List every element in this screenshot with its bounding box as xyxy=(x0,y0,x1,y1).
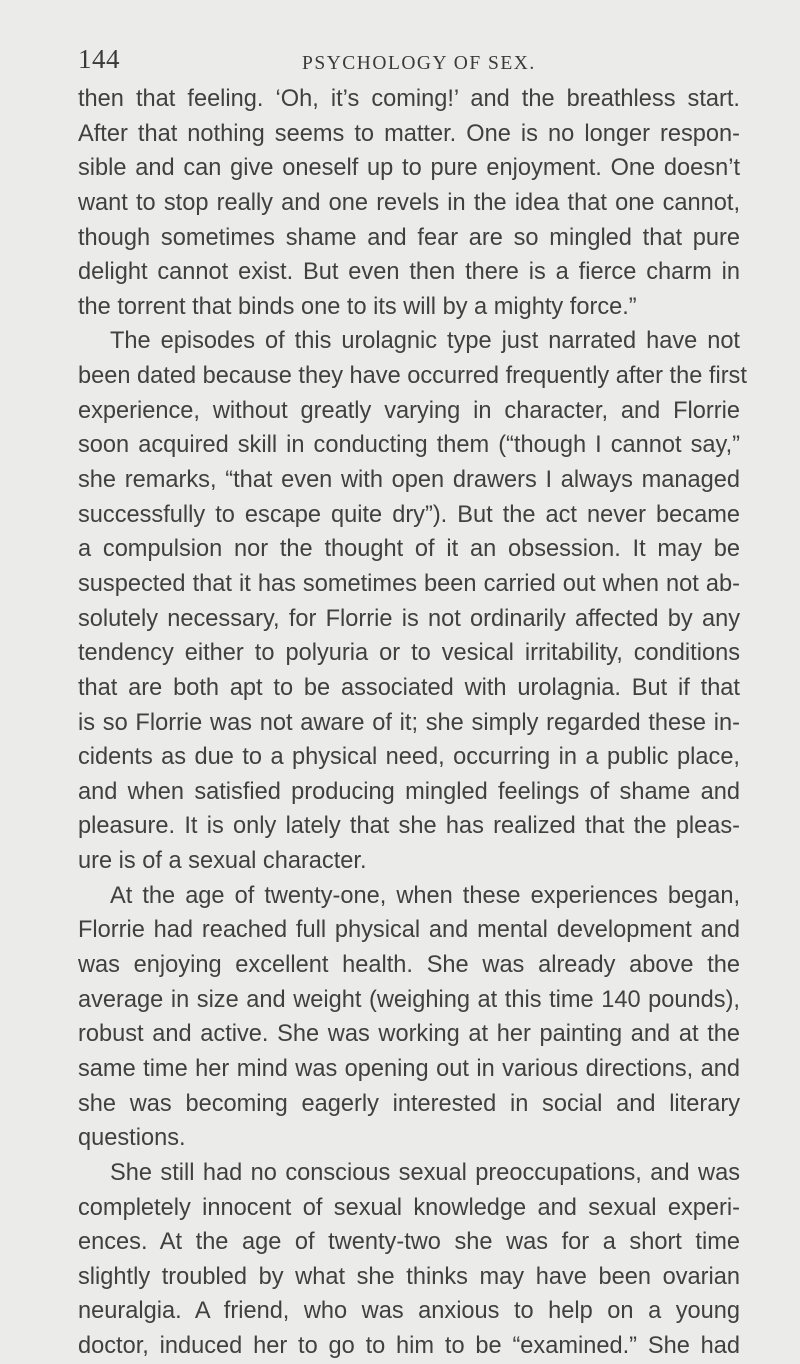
text-line: was enjoying excellent health. She was already above the xyxy=(78,952,740,979)
text-line: soon acquired skill in conducting them (“though I cannot say,” xyxy=(78,432,740,459)
page-header xyxy=(78,44,738,84)
paragraph xyxy=(78,82,740,324)
text-line: neuralgia. A friend, who was anxious to help on a young xyxy=(78,1298,740,1325)
paragraph xyxy=(78,879,740,1156)
text-line: want to stop really and one revels in the idea that one cannot, xyxy=(78,189,740,216)
text-line: tendency either to polyuria or to vesical irritability, conditions xyxy=(78,640,740,667)
text-line: successfully to escape quite dry”). But the act never became xyxy=(78,501,740,528)
text-line: ences. At the age of twenty-two she was for a short time xyxy=(78,1229,740,1256)
text-line: sible and can give oneself up to pure enjoyment. One doesn’t xyxy=(78,155,740,182)
text-line: suspected that it has sometimes been carried out when not ab- xyxy=(78,570,740,597)
text-line: been dated because they have occurred frequently after the first xyxy=(78,363,747,390)
text-line: experience, without greatly varying in character, and Florrie xyxy=(78,397,740,424)
text-line: She still had no conscious sexual preoccupations, and was xyxy=(110,1159,740,1186)
text-line: pleasure. It is only lately that she has realized that the pleas- xyxy=(78,813,740,840)
text-line: she remarks, “that even with open drawers I always managed xyxy=(78,467,740,494)
text-line: the torrent that binds one to its will by a mighty force.” xyxy=(78,293,637,320)
text-line: cidents as due to a physical need, occurring in a public place, xyxy=(78,744,740,771)
text-line: though sometimes shame and fear are so mingled that pure xyxy=(78,224,740,251)
text-line: then that feeling. ‘Oh, it’s coming!’ and the breathless start. xyxy=(78,86,740,112)
text-line: completely innocent of sexual knowledge and sexual experi- xyxy=(78,1194,740,1221)
text-line: robust and active. She was working at her painting and at the xyxy=(78,1021,740,1048)
text-line: ure is of a sexual character. xyxy=(78,848,367,875)
text-line: and when satisfied producing mingled feelings of shame and xyxy=(78,778,740,805)
text-line: doctor, induced her to go to him to be “examined.” She had xyxy=(78,1333,740,1360)
text-line: Florrie had reached full physical and mental development and xyxy=(78,917,740,944)
text-line: she was becoming eagerly interested in social and literary xyxy=(78,1090,740,1117)
text-line: After that nothing seems to matter. One is no longer respon- xyxy=(78,120,740,147)
page-number: 144 xyxy=(78,44,120,74)
paragraph xyxy=(78,324,747,878)
text-line: a compulsion nor the thought of it an obsession. It may be xyxy=(78,536,740,563)
text-line: The episodes of this urolagnic type just narrated have not xyxy=(110,328,740,355)
body-text xyxy=(78,82,747,1364)
text-line: At the age of twenty-one, when these experiences began, xyxy=(110,882,740,909)
text-line: that are both apt to be associated with urolagnia. But if that xyxy=(78,674,740,701)
text-line: delight cannot exist. But even then there is a fierce charm in xyxy=(78,259,740,286)
paragraph xyxy=(78,1156,740,1364)
text-line: questions. xyxy=(78,1125,186,1152)
text-line: same time her mind was opening out in various directions, and xyxy=(78,1055,740,1082)
text-line: solutely necessary, for Florrie is not ordinarily affected by any xyxy=(78,605,740,632)
text-line: slightly troubled by what she thinks may have been ovarian xyxy=(78,1263,740,1290)
text-line: average in size and weight (weighing at this time 140 pounds), xyxy=(78,986,740,1013)
running-head: PSYCHOLOGY OF SEX. xyxy=(302,53,536,74)
text-line: is so Florrie was not aware of it; she simply regarded these in- xyxy=(78,709,740,736)
